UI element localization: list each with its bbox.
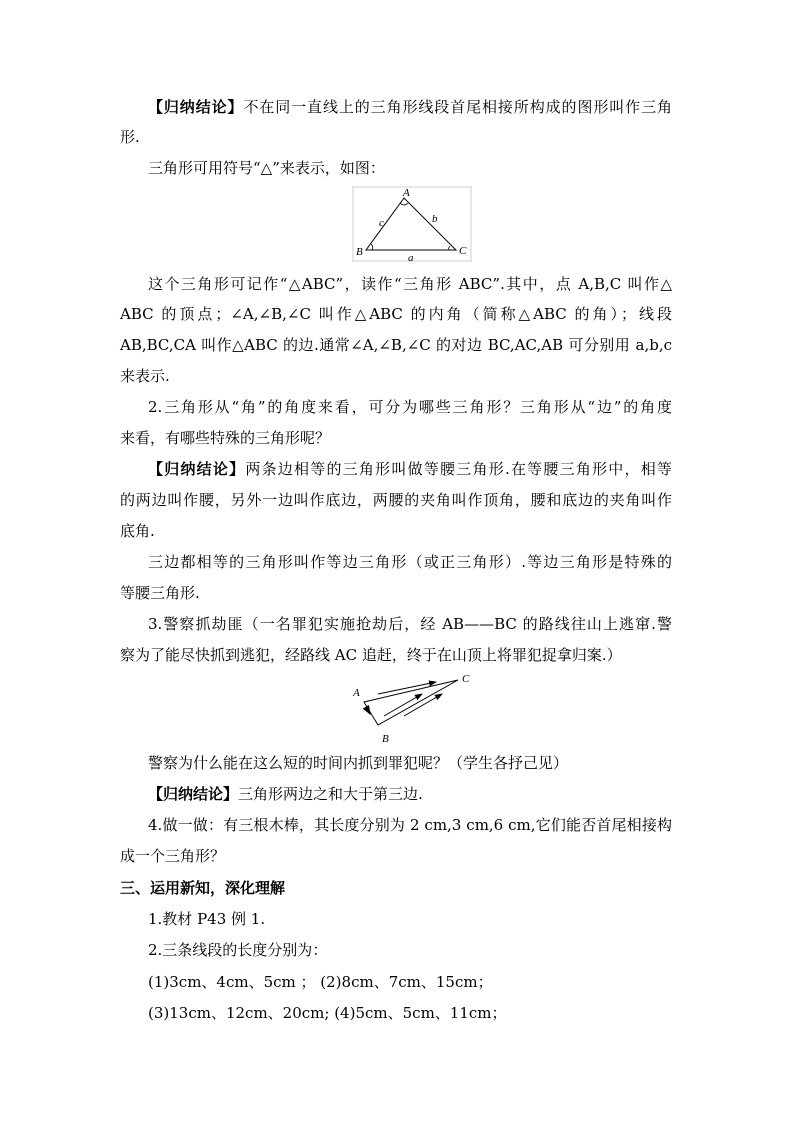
isosceles-line-3: 底角. <box>120 522 155 540</box>
equilateral-line-2: 等腰三角形. <box>120 584 200 602</box>
symbol-intro: 三角形可用符号“△”来表示，如图： <box>148 159 385 177</box>
notation-line-3: AB,BC,CA 叫作△ABC 的边.通常∠A,∠B,∠C 的对边 BC,AC,AB 可分别用 a,b,c <box>120 336 672 354</box>
police-question: 警察为什么能在这么短的时间内抓到罪犯呢？（学生各抒己见） <box>148 754 569 772</box>
activity-line-2: 成一个三角形？ <box>120 847 226 865</box>
conclusion-line-1: 【归纳结论】不在同一直线上的三角形线段首尾相接所构成的图形叫作三角 <box>148 98 672 116</box>
vertex-c-label: C <box>459 245 467 257</box>
conclusion-label: 【归纳结论】 <box>148 460 246 478</box>
section-heading: 三、运用新知，深化理解 <box>120 879 286 897</box>
equilateral-line-1: 三边都相等的三角形叫作等边三角形（或正三角形）.等边三角形是特殊的 <box>148 553 672 571</box>
police-line-1: 3.警察抓劫匪（一名罪犯实施抢劫后，经 AB——BC 的路线往山上逃窜.警 <box>148 615 672 633</box>
angle-a-arc <box>400 203 408 205</box>
side-a-label: a <box>408 252 414 262</box>
point-a-label: A <box>353 687 360 699</box>
side-c-label: c <box>379 217 384 229</box>
side-b-label: b <box>432 213 438 225</box>
exercise-2: 2.三条线段的长度分别为： <box>148 941 328 959</box>
police-line-2: 察为了能尽快抓到逃犯，经路线 AC 追赶，终于在山顶上将罪犯捉拿归案.） <box>120 646 622 664</box>
isosceles-line-1: 【归纳结论】两条边相等的三角形叫做等腰三角形.在等腰三角形中，相等 <box>148 460 672 478</box>
triangle-abc-figure <box>352 186 472 266</box>
chase-route-figure <box>346 672 476 748</box>
arrow-bc-2 <box>404 694 442 716</box>
question-2-line-1: 2.三角形从“角”的角度来看，可分为哪些三角形？三角形从“边”的角度 <box>148 398 672 416</box>
point-c-label: C <box>462 673 470 685</box>
exercise-2-options-b: (3)13cm、12cm、20cm; (4)5cm、5cm、11cm； <box>148 1004 507 1022</box>
vertex-a-label: A <box>403 187 410 199</box>
vertex-b-label: B <box>356 246 363 258</box>
isosceles-line-2: 的两边叫作腰，另外一边叫作底边，两腰的夹角叫作顶角，腰和底边的夹角叫作 <box>120 491 672 509</box>
notation-line-1: 这个三角形可记作“△ABC”，读作“三角形 ABC”.其中，点 A,B,C 叫作△ <box>148 275 672 293</box>
exercise-1: 1.教材 P43 例 1. <box>148 910 266 928</box>
activity-line-1: 4.做一做：有三根木棒，其长度分别为 2 cm,3 cm,6 cm,它们能否首尾相接构 <box>148 816 672 834</box>
arrow-bc <box>384 694 422 716</box>
notation-line-2: ABC 的顶点；∠A,∠B,∠C 叫作△ABC 的内角（简称△ABC 的角）；线段 <box>120 305 672 323</box>
question-2-line-2: 来看，有哪些特殊的三角形呢？ <box>120 429 331 447</box>
triangle-inequality-conclusion: 【归纳结论】三角形两边之和大于第三边. <box>148 785 423 803</box>
conclusion-label: 【归纳结论】 <box>148 98 244 116</box>
exercise-2-options-a: (1)3cm、4cm、5cm ； (2)8cm、7cm、15cm； <box>148 973 493 991</box>
angle-c-arc <box>449 246 450 250</box>
conclusion-line-2: 形. <box>120 128 140 146</box>
point-b-label: B <box>382 733 389 744</box>
conclusion-label: 【归纳结论】 <box>148 785 239 803</box>
angle-b-arc <box>371 244 373 250</box>
notation-line-4: 来表示. <box>120 367 170 385</box>
